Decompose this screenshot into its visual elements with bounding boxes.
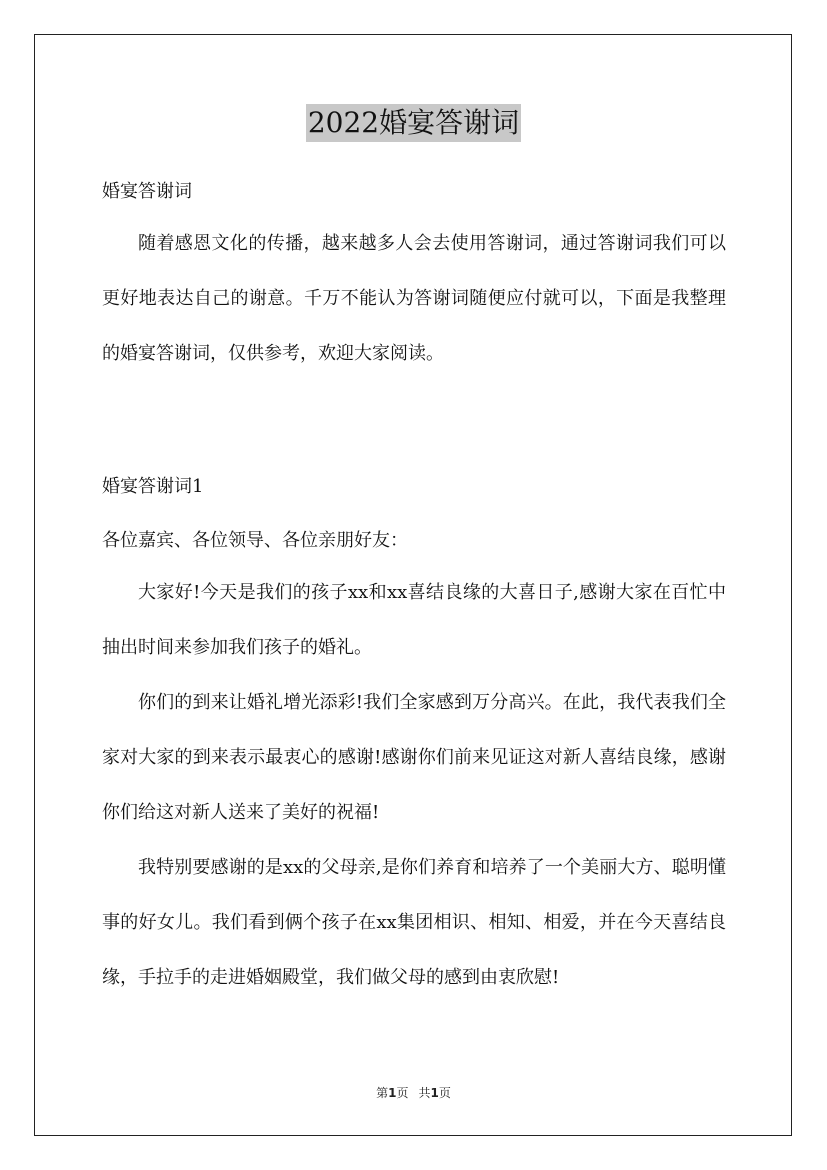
page-suffix: 页 (396, 1086, 409, 1100)
document-subtitle: 婚宴答谢词 (102, 181, 192, 202)
body-paragraph-2: 你们的到来让婚礼增光添彩!我们全家感到万分高兴。在此，我代表我们全家对大家的到来表示最衷心的感谢!感谢你们前来见证这对新人喜结良缘，感谢你们给这对新人送来了美好的祝福! (102, 692, 726, 823)
intro-paragraph: 随着感恩文化的传播，越来越多人会去使用答谢词，通过答谢词我们可以更好地表达自己的谢意。千万不能认为答谢词随便应付就可以，下面是我整理的婚宴答谢词，仅供参考，欢迎大家阅读。 (102, 233, 726, 364)
page-prefix: 第 (376, 1086, 389, 1100)
title-container (0, 104, 827, 142)
document-body (102, 174, 726, 1005)
document-title: 2022婚宴答谢词 (306, 104, 521, 142)
page-footer (0, 1084, 827, 1101)
page-total: 1 (430, 1086, 439, 1100)
section-heading: 婚宴答谢词1 (102, 476, 204, 497)
total-prefix: 共 (418, 1086, 431, 1100)
body-paragraph-1: 大家好!今天是我们的孩子xx和xx喜结良缘的大喜日子,感谢大家在百忙中抽出时间来参加我们孩子的婚礼。 (102, 582, 726, 658)
page-current: 1 (388, 1086, 397, 1100)
total-suffix: 页 (438, 1086, 451, 1100)
body-paragraph-3: 我特别要感谢的是xx的父母亲,是你们养育和培养了一个美丽大方、聪明懂事的好女儿。我们看到俩个孩子在xx集团相识、相知、相爱，并在今天喜结良缘，手拉手的走进婚姻殿堂，我们做父母的感到由衷欣慰! (102, 857, 726, 988)
salutation: 各位嘉宾、各位领导、各位亲朋好友： (102, 530, 408, 551)
